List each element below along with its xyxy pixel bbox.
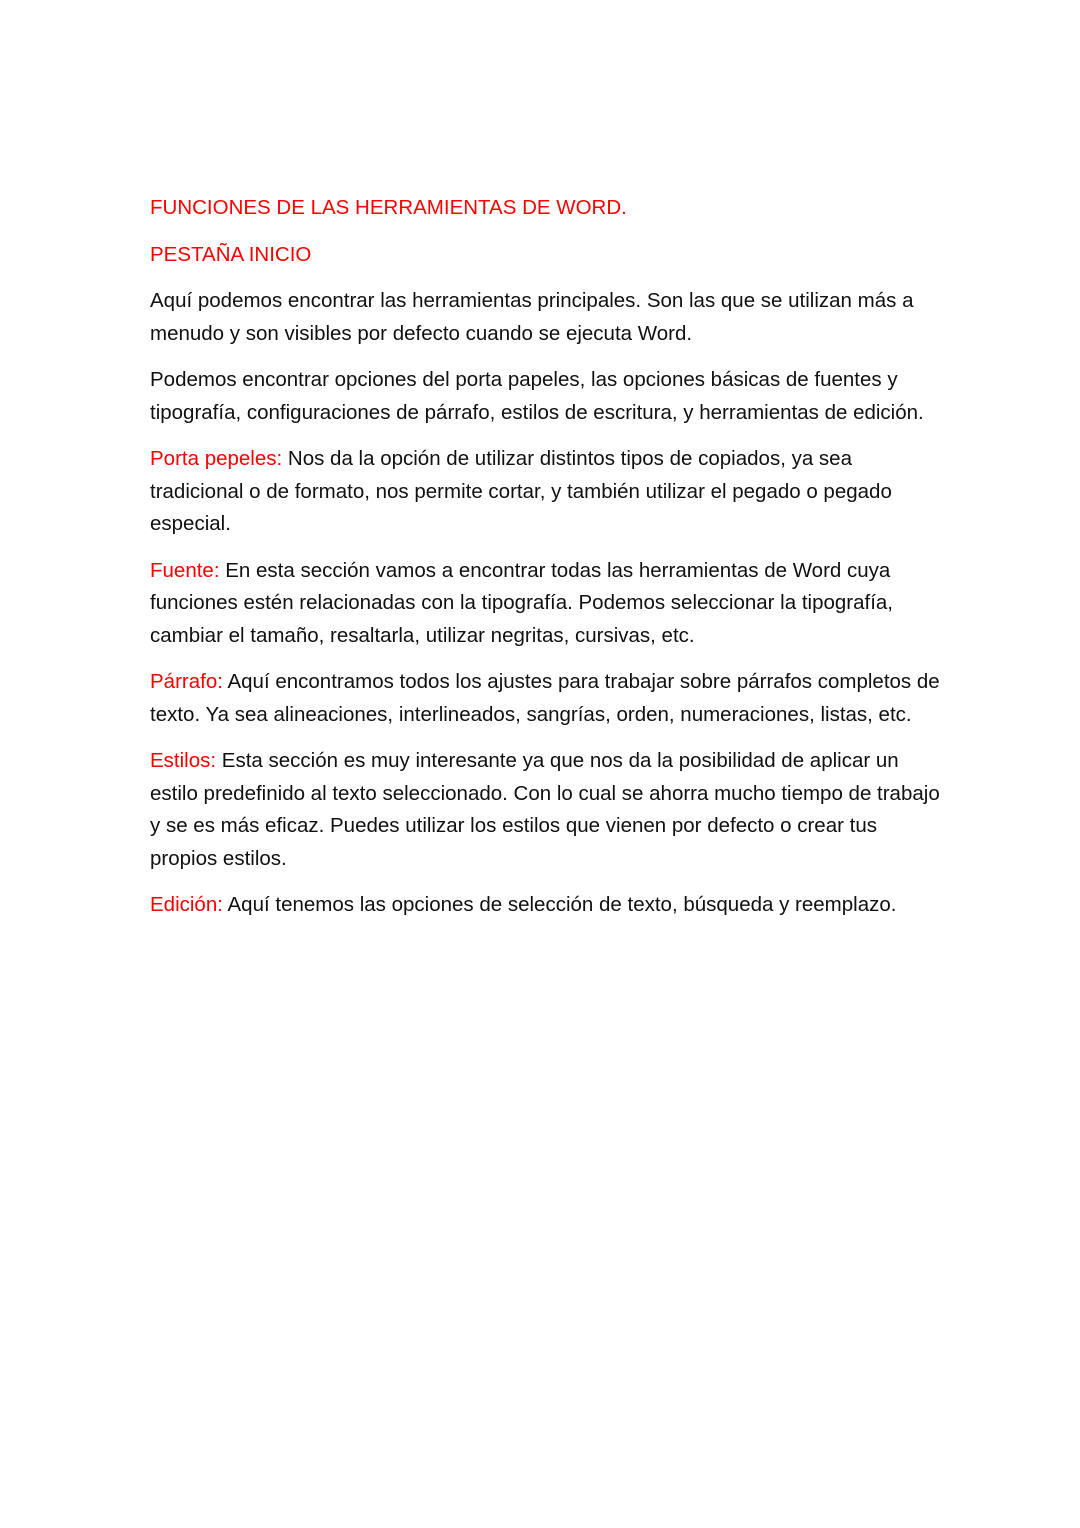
section-fuente: [150, 555, 940, 653]
section-estilos: [150, 745, 940, 875]
section-label: Estilos:: [150, 749, 217, 772]
intro-paragraph-2: Podemos encontrar opciones del porta papeles, las opciones básicas de fuentes y tipografía, configuraciones de párrafo, estilos de escritura, y herramientas de edición.: [150, 368, 924, 424]
section-label: Párrafo:: [150, 670, 223, 693]
section-label: Porta pepeles:: [150, 447, 283, 470]
section-text: Aquí encontramos todos los ajustes para trabajar sobre párrafos completos de texto. Ya sea alineaciones, interlineados, sangrías, orden, numeraciones, listas, etc.: [150, 670, 940, 726]
section-text: Esta sección es muy interesante ya que nos da la posibilidad de aplicar un estilo predefinido al texto seleccionado. Con lo cual se ahorra mucho tiempo de trabajo y se es más eficaz. Puedes utilizar los estilos que vienen por defecto o crear tus propios estilos.: [150, 749, 940, 870]
intro-paragraph-1: Aquí podemos encontrar las herramientas principales. Son las que se utilizan más a menudo y son visibles por defecto cuando se ejecuta Word.: [150, 289, 914, 345]
document-title: FUNCIONES DE LAS HERRAMIENTAS DE WORD.: [150, 196, 627, 219]
section-porta-papeles: [150, 443, 940, 541]
document-subtitle: PESTAÑA INICIO: [150, 242, 312, 266]
document-body: [150, 192, 940, 936]
section-label: Fuente:: [150, 558, 220, 582]
section-label: Edición:: [150, 893, 223, 916]
section-text: Nos da la opción de utilizar distintos tipos de copiados, ya sea tradicional o de formato, nos permite cortar, y también utilizar el pegado o pegado especial.: [150, 447, 892, 535]
section-text: Aquí tenemos las opciones de selección de texto, búsqueda y reemplazo.: [222, 893, 897, 916]
section-text: En esta sección vamos a encontrar todas las herramientas de Word cuya funciones estén relacionadas con la tipografía. Podemos seleccionar la tipografía, cambiar el tamaño, resaltarla, utilizar negritas, cursivas, etc.: [150, 558, 894, 647]
section-parrafo: [150, 666, 940, 731]
section-edicion: [150, 889, 940, 922]
